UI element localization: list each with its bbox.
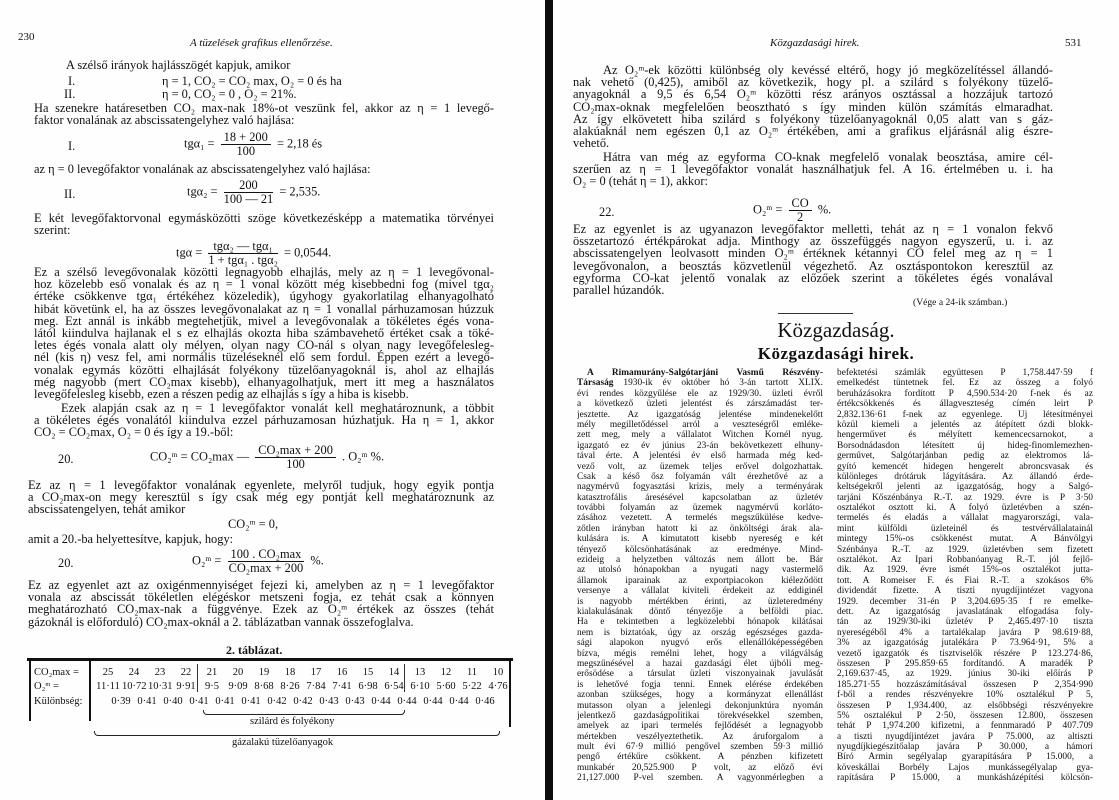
equation-lhs: CO₂ᵐ = CO₂max — <box>150 449 250 464</box>
text-line: ezideig a helyzetben változás nem állott be. Bár <box>577 555 823 566</box>
text-line: összetartozó értékpárokat adja. Minthogy az összefüggés nagyon egyszerű, u. i. az <box>573 234 1053 249</box>
text-line: jelentkező gazdaságpolitikai törekvésekkel szemben, <box>577 710 823 721</box>
table-cell-difference: 0·40 <box>163 696 183 707</box>
fraction <box>208 240 278 267</box>
text-line: Ezek alapján csak az η = 1 levegőfaktor vonalát kell meghatároznunk, a többit <box>61 401 494 415</box>
text-line: egyforma CO-kat jelentő vonalak az előzőek szerint a tökéletes égés vonalával <box>573 270 1053 285</box>
text-line: a tökéletes égés vonalától kiindulva ezzel párhuzamosan húzhatjuk. Ha η = 1, akkor <box>34 413 494 428</box>
text-line: hoz közelebb eső vonalak és az η = 1 vonal között még kisebbedni fog (mivel tgα₂ <box>34 277 494 292</box>
numerator: CO <box>789 197 812 211</box>
text-line: a tiszti nyugdíjintézet javára P 75.000, az altiszti <box>837 731 1093 742</box>
text-line: amelyek az ipari termelés fejlődését a legnagyobb <box>577 721 823 732</box>
equation-rhs: . O₂ᵐ %. <box>342 449 385 464</box>
text-line: erősödése a társulat üzleti viszonyainak javulását <box>577 669 823 680</box>
fraction <box>224 179 274 206</box>
text-line: 185.271·55 hozzászámításával összesen P 2,354·990 <box>837 679 1093 690</box>
text-line: összesen P 1,934.400, az elsőbbségi részvényekre <box>837 700 1093 711</box>
table-cell-o2m: 9·91 <box>176 681 196 692</box>
text-line: az utolsó hónapokban a nyugati nagy vastermelő <box>577 565 823 576</box>
row-label: CO₂max = <box>34 667 79 678</box>
text-line: Ha e tekintetben a legközelebbi hónapok kilátásai <box>577 617 823 628</box>
text-line: befektetési számlák együttesen P 1,758.447·59 f <box>837 368 1093 378</box>
fraction <box>255 444 336 471</box>
article-lead-bold: A Rimamurány-Salgótarjáni Vasmű Részvény- <box>587 368 823 378</box>
text-line: tehát P 1,974.200 kifizetni, a fennmaradó P 407.709 <box>837 721 1093 732</box>
text-line: mint külföldi üzleteinél és testvérvállalatainál <box>837 523 1093 534</box>
table-cell-co2max: 20 <box>232 667 244 678</box>
text-line: beruházásokra fordított P 4,590.534·20 f-nek és az <box>837 388 1093 399</box>
equation-rhs: = 2,535. <box>279 184 321 199</box>
text-line: államok iparainak az exportpiacokon kiéleződött <box>577 575 823 586</box>
numerator: CO₂max + 200 <box>255 444 336 458</box>
text-line: vezető igazgatók és tisztviselők részére P 123.274·86, <box>837 648 1093 659</box>
equation <box>150 444 384 471</box>
table-caption: 2. táblázat. <box>226 643 283 657</box>
text-line: szerűen az η = 1 levegőfaktor vonalát használhatjuk fel. A 16. értelmében u. i. ha <box>573 162 1053 177</box>
brace-label-outer: gázalakú tüzelőanyagok <box>232 737 334 748</box>
text-line: vező volt, az üzemek teljes erővel dolgozhattak. <box>577 461 823 472</box>
table-cell-difference: 0·42 <box>293 696 313 707</box>
table-cell-co2max: 17 <box>310 667 322 678</box>
denominator: 100 <box>286 457 305 471</box>
text-line: Szénbánya R.-T. az 1929. üzletévben sem fizetett <box>837 544 1093 555</box>
text-line: pengő értékűre csökkent. A pénzben kifizetett <box>577 752 823 763</box>
table-cell-co2max: 10 <box>492 667 504 678</box>
table-cell-co2max: 12 <box>440 667 452 678</box>
article-column-2 <box>837 368 1093 784</box>
text-line: munkabér 20,525.900 P volt, az előző évi <box>577 762 823 773</box>
text-line: anyagoknál a 9,5 és 6,54 O₂ᵐ közötti rész arányos osztással a hozzájuk tartozó <box>573 87 1053 102</box>
section-subtitle: Közgazdasági hirek. <box>757 344 915 363</box>
table-top-rule <box>27 658 513 661</box>
table-cell-co2max: 25 <box>102 667 114 678</box>
table-cell-o2m: 8·68 <box>254 681 274 692</box>
table-cell-difference: 0·46 <box>475 696 495 707</box>
equation: CO₂ᵐ = 0, <box>228 517 279 531</box>
table-cell-o2m: 9·5 <box>205 681 219 692</box>
table-cell-difference: 0·41 <box>241 696 261 707</box>
table-cell-difference: 0·44 <box>423 696 443 707</box>
table-cell-o2m: 6·10 <box>410 681 430 692</box>
text-line: gerművet, Salgótarjánban pedig az elektromos lá- <box>837 451 1093 462</box>
text-line: katasztrofális áresésével kapcsolatban az üzletév <box>577 492 823 503</box>
fraction <box>221 131 271 158</box>
brace-outer <box>94 731 500 736</box>
text-line: szerint: <box>34 223 71 237</box>
text-line: 3% az igazgatóság jutalékára P 73.964·91, 5% a <box>837 638 1093 649</box>
equation-label: II. <box>64 187 76 201</box>
text-line: közül kiemeli a jelentés az átépített ózdi blokk- <box>837 419 1093 430</box>
text-line: versenye a vállalat kiviteli érdekeit az eddiginél <box>577 586 823 597</box>
case-expression: η = 1, CO₂ = CO₂ max, O₂ = 0 és ha <box>162 74 342 88</box>
equation-lhs: tgα = <box>176 245 203 260</box>
table-cell-co2max: 24 <box>128 667 140 678</box>
equation-rhs: = 2,18 és <box>276 136 323 151</box>
right-page <box>553 0 1119 800</box>
equation-lhs: O₂ᵐ = <box>192 553 222 568</box>
text-line: rapítására P 15.000, a munkásházépítési kölcsön- <box>837 773 1093 784</box>
table-cell-o2m: 4·76 <box>488 681 508 692</box>
table-cell-co2max: 16 <box>336 667 348 678</box>
numerator: 100 . CO₂max <box>228 548 305 562</box>
table-cell-o2m: 6·98 <box>358 681 378 692</box>
article-lead <box>577 378 823 388</box>
text-line: évi rendes közgyűlése ele az 1929/30. üzleti évről <box>577 388 823 399</box>
text-line: sági alapokon nyugvó erős ellenállóképességében <box>577 638 823 649</box>
book-gutter <box>545 0 553 800</box>
table-cell-difference: 0·41 <box>137 696 157 707</box>
numerator: tgα₂ — tgα₁ <box>208 240 278 254</box>
table-cell-o2m: 8·26 <box>280 681 300 692</box>
text-line: 5% osztalékul P 2·50, összesen 12.800, összesen <box>837 710 1093 721</box>
text-line: összesen P 295.859·65 fordítandó. A maradék P <box>837 658 1093 669</box>
text-line: megszűnésével a hazai gazdasági élet újbóli meg- <box>577 658 823 669</box>
text-line: mutasson olyan a jelenlegi dekonjunktúra nyomán <box>577 700 823 711</box>
text-line: is lehetővé fogja tenni. Ennek elérése érdekében <box>577 679 823 690</box>
text-line: CO₂ = CO₂max, O₂ = 0 és így a 19.-ből: <box>34 425 234 440</box>
text-line: osztalékot osztott ki. A folyó üzletévben a szén- <box>837 503 1093 514</box>
table-cell-co2max: 14 <box>388 667 400 678</box>
brace-label-inner: szilárd és folyékony <box>250 716 335 727</box>
text-line: abscissatengelyen leolvasott minden O₂ᵐ értéknek kétannyi CO felel meg az η = 1 <box>573 246 1053 261</box>
text-line: mély megilletődéssel arról a veszteségről emléke- <box>577 419 823 430</box>
row-label: Különbség: <box>34 696 83 707</box>
text-line: 1929. december 31-én P 3,204.695·35 f re emelke- <box>837 596 1093 607</box>
left-page <box>0 0 545 800</box>
text-line: 21,127.000 P-vel szemben. A vagyonmérlegben a <box>577 773 823 784</box>
text-line: lától kiindulva hajlanak el s ez elhajlás okozta hiba számbavehető értéket csak a töké- <box>34 326 494 340</box>
text-line: Ez az egyenlet is az ugyanazon levegőfaktor melletti, tehát az η = 1 vonalon fekvő <box>573 222 1053 236</box>
text-line: dett. Az igazgatóság javaslatának elfogadása foly- <box>837 606 1093 617</box>
table-cell-co2max: 22 <box>180 667 192 678</box>
case-label: I. <box>68 74 76 88</box>
table-cell-co2max: 15 <box>362 667 374 678</box>
brace-inner <box>203 710 405 715</box>
section-title: Közgazdaság. <box>777 318 895 342</box>
text-line: meghatározható CO₂max-nak a függvénye. Ezek az O₂ᵐ értékek az összes (tehát <box>28 602 494 617</box>
text-line: alakúaknál nem egészen 0,1 az O₂ᵐ értékében, ami a grafikus eljárásnál alig észre- <box>573 124 1053 138</box>
table-cell-difference: 0·41 <box>189 696 209 707</box>
text-line: Ez az η = 1 levegőfaktor vonalának egyenlete, melyről tudjuk, hogy egyik pontja <box>28 478 494 492</box>
text-line: jesztette. Az igazgatóság jelentése mindenekelőtt <box>577 409 823 420</box>
equation <box>753 197 831 224</box>
text-line: emelkedést tüntetnek fel. Ez az összeg a folyó <box>837 378 1093 389</box>
text-line: 2,169.637·45, az 1929. június 30-iki előírás P <box>837 669 1093 680</box>
table-cell-o2m: 5·60 <box>436 681 456 692</box>
text-line: keltségekről jelenti az igazgatóság, hogy a Salgó- <box>837 482 1093 493</box>
text-line: faktor vonalának az abscissatengelyhez való hajlása: <box>34 113 295 127</box>
text-line: igazgató ez év június 23-án bekövetkezett elhuny- <box>577 440 823 451</box>
equation-rhs: %. <box>817 202 832 217</box>
article-lead-text: 1930-ik év október hó 3-án tartott XLIX. <box>613 378 823 389</box>
article-column-1 <box>577 368 823 784</box>
text-line: dik. Az 1929. évre ismét 15%-os osztalékot jutta- <box>837 565 1093 576</box>
case-label: II. <box>64 87 76 101</box>
text-line: zásához vezetett. A termelés megszűkülése kedve- <box>577 513 823 524</box>
table-cell-difference: 0·44 <box>397 696 417 707</box>
table-cell-o2m: 7·41 <box>332 681 352 692</box>
text-line: dividendát fizette. A tiszti nyugdíjintézet vagyona <box>837 586 1093 597</box>
numerator: 200 <box>224 179 274 193</box>
page-number: 230 <box>18 31 35 43</box>
text-line: nem is biztatóak, úgy az ország egészséges gazda- <box>577 627 823 638</box>
text-line: kialakulásának döntő tényezője a belföldi piac. <box>577 606 823 617</box>
text-line: amit a 20.-ba helyettesítve, kapjuk, hogy: <box>28 532 234 546</box>
denominator: 100 — 21 <box>223 192 274 206</box>
table-cell-difference: 0·39 <box>111 696 131 707</box>
table-left-border <box>29 661 31 721</box>
denominator: 2 <box>797 210 804 224</box>
equation <box>187 179 320 206</box>
equation-rhs: %. <box>310 553 324 568</box>
denominator: 1 + tgα₁ . tgα₂ <box>208 253 278 267</box>
table-cell-difference: 0·44 <box>449 696 469 707</box>
equation-rhs: = 0,0544. <box>284 245 332 260</box>
text-line: azonban szükséges, hogy a kormányzat ellenállást <box>577 690 823 701</box>
text-line: mértekben veszélyeztethetik. Az áruforgalom a <box>577 731 823 742</box>
text-line: Csak a késő ősz folyamán vált érezhetővé az a <box>577 471 823 482</box>
fraction <box>228 548 305 575</box>
text-line: nyereségéből 4% a tartalékalap javára P 98.619·88, <box>837 627 1093 638</box>
text-line: Ez a szélső levegővonalak közötti legnagyobb elhajlás, mely az η = 1 levegővonal- <box>34 265 494 279</box>
text-line: O₂ = 0 (tehát η = 1), akkor: <box>573 174 708 189</box>
text-line: a CO₂max-on megy keresztül s így csak még egy pontját kell meghatároznunk az <box>28 490 494 505</box>
equation-label: 20. <box>58 556 74 570</box>
text-line: Ez az egyenlet azt az oxigénmennyiséget fejezi ki, amelyben az η = 1 levegőfaktor <box>28 578 494 592</box>
denominator: 100 <box>236 144 256 158</box>
table-cell-co2max: 23 <box>154 667 166 678</box>
running-head: A tüzelések grafikus ellenőrzése. <box>190 37 333 49</box>
table-cell-difference: 0·42 <box>267 696 287 707</box>
text-line: tával érte. A jelentési év első harmada még ked- <box>577 451 823 462</box>
table-cell-difference: 0·43 <box>345 696 365 707</box>
text-line: Ha szenekre határesetben CO₂ max-nak 18%-ot veszünk fel, akkor az η = 1 levegő- <box>34 101 494 115</box>
table-cell-co2max: 13 <box>414 667 426 678</box>
equation <box>192 548 324 575</box>
text-line: hibát követünk el, ha az összes levegővonalakat az η = 1 vonallal párhuzamosan húzzuk <box>34 301 494 316</box>
equation-label: 20. <box>58 452 74 466</box>
table-cell-o2m: 6·54 <box>384 681 404 692</box>
table-cell-o2m: 10·31 <box>148 681 173 692</box>
table-cell-co2max: 21 <box>206 667 218 678</box>
text-line: letes égés vonala alatt oly mélyen, olyan nagy CO-nál s olyan nagy levegőfelesleg- <box>34 338 494 353</box>
text-line: Az így elkövetett hiba szilárd s folyékony tüzelőanyagoknál 0,05 alatt van s gáz- <box>573 111 1053 126</box>
text-line: abscissatengelyen, tehát amikor <box>28 502 186 517</box>
text-line: nagymérvű fogyasztási krizis, mely a terményárak <box>577 482 823 493</box>
table-cell-o2m: 10·72 <box>122 681 147 692</box>
article-lead <box>577 368 823 378</box>
text-line: nél (kis η) vesz fel, ami normális tüzeléseknél elő sem fordul. Éppen ezért a levegő- <box>34 350 494 365</box>
section-separator <box>778 313 853 314</box>
text-line: parallel húzandók. <box>573 283 665 297</box>
text-line: Borsodnádasdon létesített új hideg-finomlemezhen- <box>837 440 1093 451</box>
text-line: vonala az abscissát tökéletlen elégéskor metszeni fogja, ez tehát csak a könnyen <box>28 590 494 605</box>
text-line: CO₂max-oknak megfelelően beosztható s így minden külön számítás elmaradhat. <box>573 99 1053 114</box>
text-line: további folyamán az üzemek nagymérvű korláto- <box>577 503 823 514</box>
text-line: f-ből a rendes részvényekre 10% osztalékul P 5, <box>837 690 1093 701</box>
text-line: még nagyobb (mert CO₂max kisebb), elhanyagolhatjuk, mert itt meg a használatos <box>34 374 494 389</box>
equation <box>184 131 322 158</box>
numerator: 18 + 200 <box>221 131 271 145</box>
equation-lhs: O₂ᵐ = <box>753 202 783 217</box>
table-cell-o2m: 7·84 <box>306 681 326 692</box>
text-line: értékcsökkenés és állagveszteség címén leirt P <box>837 399 1093 410</box>
text-line: kulására is. A kimutatott kisebb nyereség e két <box>577 534 823 545</box>
text-line: értéke csökkenve tgα₁ értékéhez közeledik), úgyhogy gyakorlatilag elhanyagolható <box>34 289 494 304</box>
text-line: 2,832.136·61 f-nek az egyenlege. Új létesítményei <box>837 409 1093 420</box>
table-cell-co2max: 18 <box>284 667 296 678</box>
fraction <box>789 197 812 224</box>
text-line: termelés és eladás a vállalat magyarországi, vala- <box>837 513 1093 524</box>
text-line: Hátra van még az egyforma CO-knak megfelelő vonalak beosztása, amire cél- <box>603 150 1053 164</box>
text-line: mult évi 67·9 millió pengővel szemben 59·3 millió <box>577 742 823 753</box>
table-label-divider <box>89 661 91 721</box>
continued-note: (Vége a 24-ik számban.) <box>913 297 1008 308</box>
table-cell-difference: 0·41 <box>215 696 235 707</box>
text-line: köveskállai Borbély Lajos munkássegélyalap gya- <box>837 762 1093 773</box>
text-line: hengerművet és mélyített kemencecsarnokot, a <box>837 430 1093 441</box>
table-cell-co2max: 19 <box>258 667 270 678</box>
text-line: bízva, mégis remélni lehet, hogy a világválság <box>577 648 823 659</box>
text-line: Bíró Ármin segélyalap gyarapítására P 15.000, a <box>837 752 1093 763</box>
table-cell-o2m: 5·22 <box>462 681 482 692</box>
text-line: tott. A Romeiser F. és Fiai R.-T. a szokásos 6% <box>837 575 1093 586</box>
text-line: különleges drótáruk lágyítására. Az állandó érde- <box>837 471 1093 482</box>
table-cell-o2m: 11·11 <box>96 681 120 692</box>
equation-label: I. <box>68 139 76 153</box>
equation-lhs: tgα₁ = <box>184 136 215 151</box>
text-line: meg. Ezt annál is inkább megtehetjük, mivel a levegővonalak a tökéletes égés vona- <box>34 313 494 328</box>
equation-label: 22. <box>599 205 615 219</box>
text-line: vehető. <box>573 136 610 151</box>
table-cell-co2max: 11 <box>466 667 478 678</box>
row-label: O₂ᵐ = <box>34 681 59 692</box>
text-line: vonalak egymás közötti elhajlását folyékony tüzelőanyagoknál is, ahol az elhajlás <box>34 362 494 377</box>
text-line: E két levegőfaktorvonal egymásközötti szöge következésképp a matematika törvényei <box>34 211 494 225</box>
text-line: levegőfelesleg kisebb, ezen a részen pedig az elhajlás s így a hiba is kisebb. <box>34 387 409 401</box>
text-line: osztalékot. Az Ipari Robbanóanyag R.-T. jól fejlő- <box>837 555 1093 566</box>
equation <box>176 240 331 267</box>
text-line: zett meg, mely a vállalatot Witchen Kornél nyug. <box>577 430 823 441</box>
article-lead-bold: Társaság <box>577 378 614 389</box>
text-line: nak vehető (0,425), amiből az következik, hogy pl. a szilárd s folyékony tüzelő- <box>573 75 1053 90</box>
table-cell-difference: 0·43 <box>319 696 339 707</box>
equation-lhs: tgα₂ = <box>187 184 218 199</box>
intro-text: A szélső irányok hajlásszögét kapjuk, amikor <box>66 58 291 72</box>
denominator: CO₂max + 200 <box>228 561 304 575</box>
text-line: tán az 1929/30-iki üzletév P 2,465.497·10 tiszta <box>837 617 1093 628</box>
text-line: zőtlen irányban hatott ki az önköltségi árak ala- <box>577 523 823 534</box>
text-line: gyító kemencét hidegen hengerelt abroncsvasak és <box>837 461 1093 472</box>
text-line: az η = 0 levegőfaktor vonalának az abscissatengelyhez való hajlása: <box>34 162 371 176</box>
table-cell-difference: 0·44 <box>371 696 391 707</box>
text-line: gázoknál is előforduló) CO₂max-oknál a 2. táblázatban vannak összefoglalva. <box>28 614 414 629</box>
text-line: Az O₂ᵐ-ek közötti különbség oly kevéssé eltérő, hogy jó megközelítéssel állandó- <box>603 63 1053 77</box>
running-head: Közgazdasági hirek. <box>770 37 860 49</box>
text-line: tényező kölcsönhatásának az eredménye. Mind- <box>577 544 823 555</box>
text-line: is nagyobb mértékben érinti, az üzleteredmény <box>577 596 823 607</box>
text-line: levegővonalon, a beosztás közvetlenül végezhető. Az osztáspontokon keresztül az <box>573 258 1053 273</box>
text-line: tarjáni Kőszénbánya R.-T. az 1929. évre is P 3·50 <box>837 492 1093 503</box>
column-body <box>577 389 823 784</box>
text-line: nyugdíjkiegészítőalap javára P 30.000, a hámori <box>837 742 1093 753</box>
table-cell-o2m: 9·09 <box>228 681 248 692</box>
text-line: a következő üzleti jelentést és zárszámadást ter- <box>577 399 823 410</box>
column-body <box>837 368 1093 784</box>
text-line: mintegy 15%-os csökkenést mutat. A Bánvölgyi <box>837 534 1093 545</box>
page-number: 531 <box>1065 37 1082 49</box>
case-expression: η = 0, CO₂ = 0 , O₂ = 21%. <box>162 87 297 101</box>
